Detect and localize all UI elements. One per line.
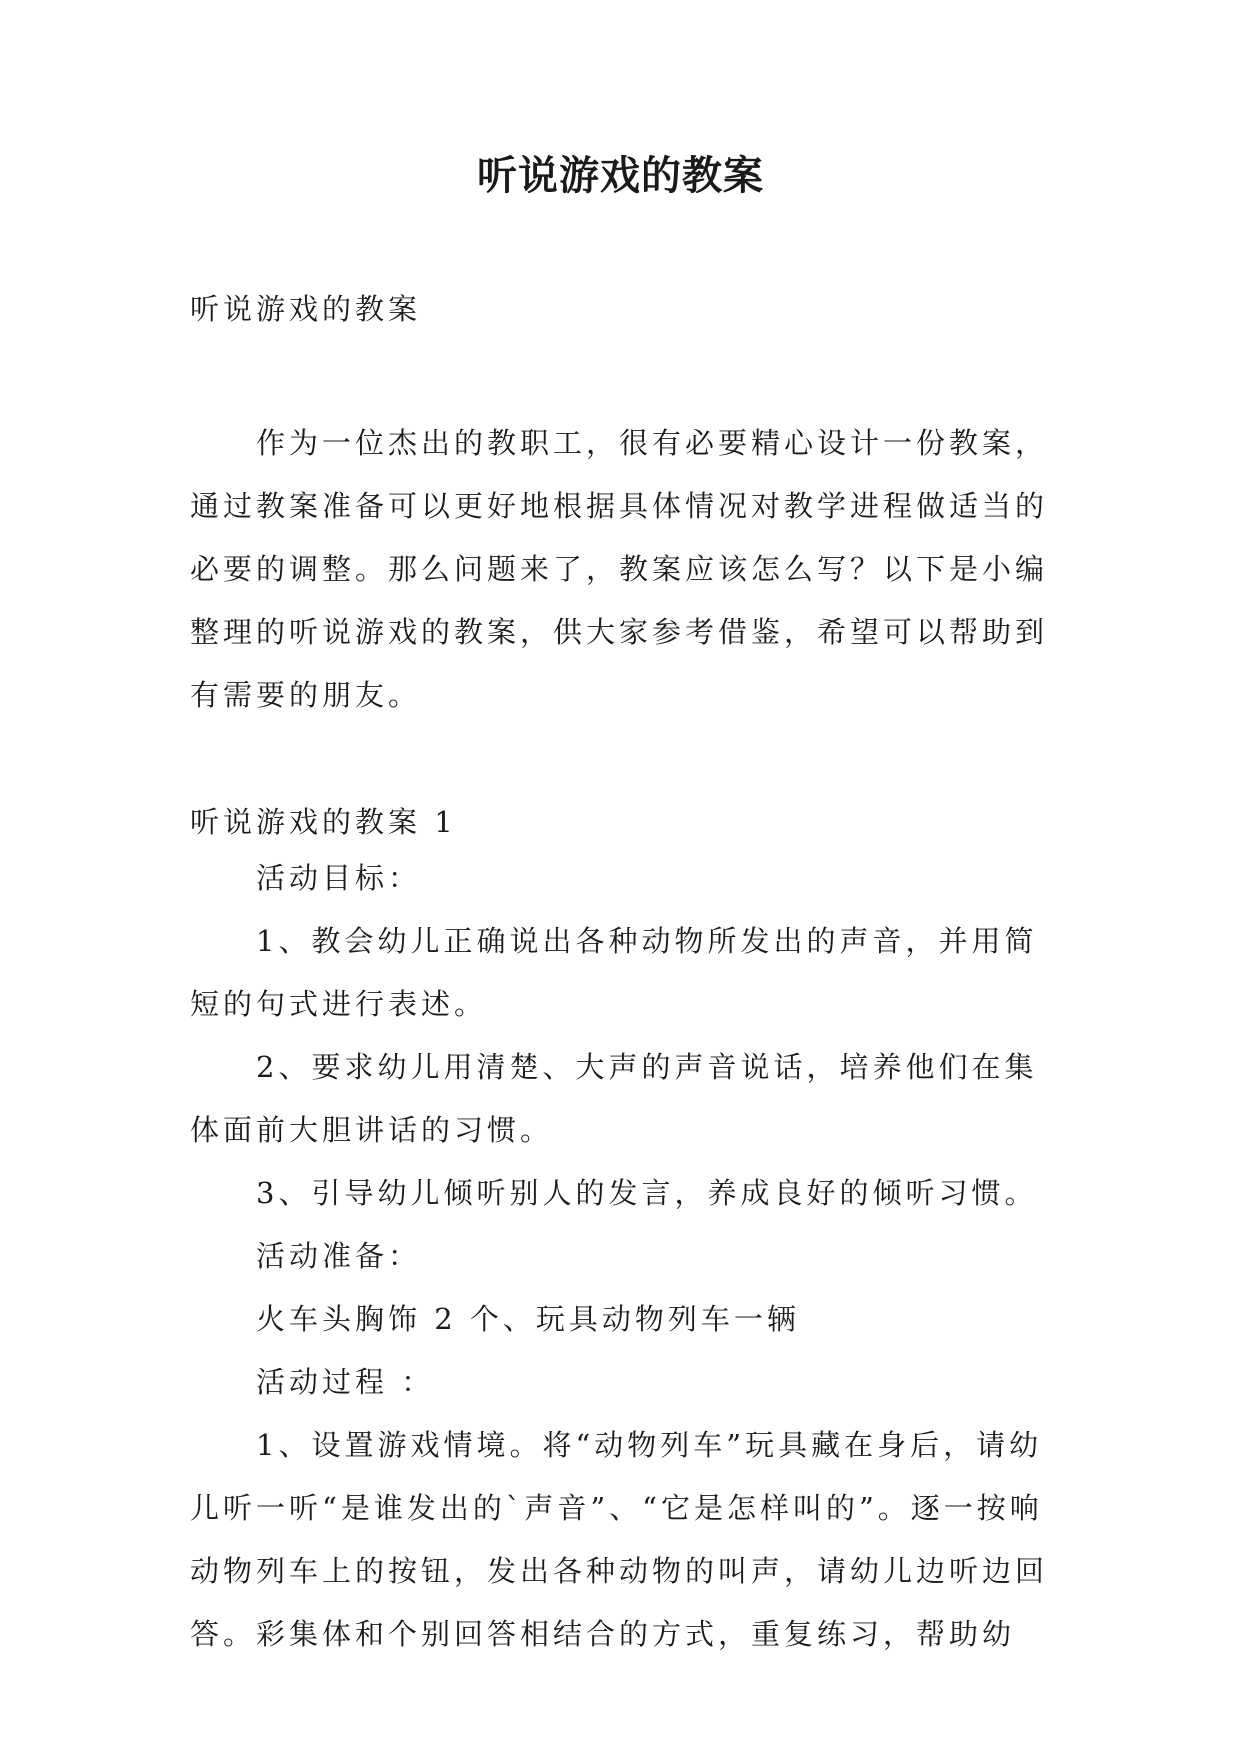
process-heading: 活动过程 ： [256,1365,435,1399]
intro-paragraph: 作为一位杰出的教职工，很有必要精心设计一份教案，通过教案准备可以更好地根据具体情况对教学进程做适当的必要的调整。那么问题来了，教案应该怎么写？以下是小编整理的听说游戏的教案，供大家参考借鉴，希望可以帮助到有需要的朋友。 [190,426,1049,712]
process-step-1: 1、设置游戏情境。将“动物列车”玩具藏在身后，请幼儿听一听“是谁发出的`声音”、“它是怎样叫的”。逐一按响动物列车上的按钮，发出各种动物的叫声，请幼儿边听边回答。彩集体和个别回答相结合的方式，重复练习，帮助幼 [190,1428,1049,1651]
document-body [190,290,1070,1666]
objective-item-2: 2、要求幼儿用清楚、大声的声音说话，培养他们在集体面前大胆讲话的习惯。 [190,1050,1038,1147]
document-title: 听说游戏的教案 [477,153,764,199]
document-subtitle: 听说游戏的教案 [190,292,422,326]
preparation-text: 火车头胸饰 2 个、玩具动物列车一辆 [256,1302,800,1336]
objective-item-3: 3、引导幼儿倾听别人的发言，养成良好的倾听习惯。 [256,1176,1038,1210]
section-heading: 听说游戏的教案 1 [190,805,457,839]
objective-item-1: 1、教会幼儿正确说出各种动物所发出的声音，并用简短的句式进行表述。 [190,924,1038,1021]
objectives-heading: 活动目标： [256,861,422,895]
preparation-heading: 活动准备： [256,1239,422,1273]
